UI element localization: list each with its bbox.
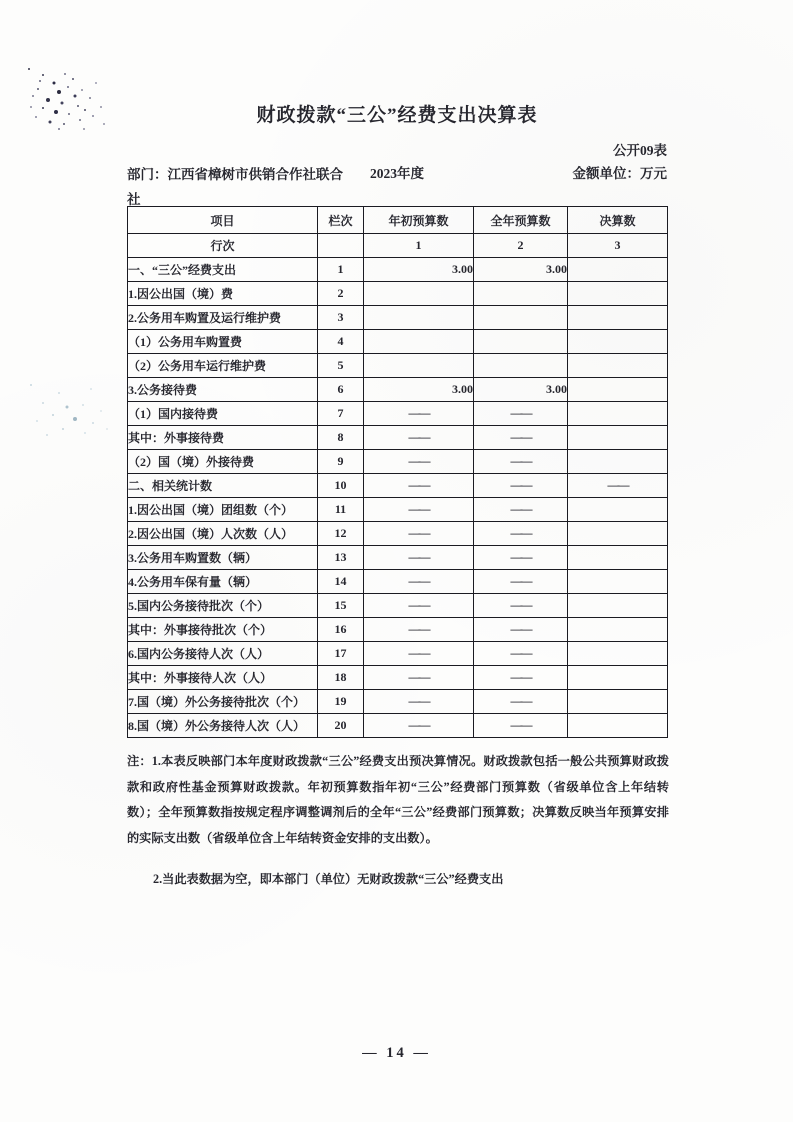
cell-final-account — [568, 570, 668, 594]
row-item-label: 6.国内公务接待人次（人） — [128, 642, 318, 666]
cell-initial-budget: —— — [364, 522, 474, 546]
cell-initial-budget: —— — [364, 714, 474, 738]
row-item-label: 5.国内公务接待批次（个） — [128, 594, 318, 618]
table-row — [128, 690, 668, 714]
notes-block — [127, 749, 669, 893]
note-1: 注：1.本表反映部门本年度财政拨款“三公”经费支出预决算情况。财政拨款包括一般公共预算财政拨款和政府性基金预算财政拨款。年初预算数指年初“三公”经费部门预算数（省级单位含上年结转数）；全年预算数指按规定程序调整调剂后的全年“三公”经费部门预算数；决算数反映当年预算安排的实际支出数（省级单位含上年结转资金安排的支出数）。 — [127, 754, 669, 845]
cell-final-account — [568, 354, 668, 378]
table-row — [128, 354, 668, 378]
department-label: 部门：江西省樟树市供销合作社联合社 — [127, 167, 343, 207]
cell-annual-budget: —— — [474, 474, 568, 498]
row-line-number: 18 — [318, 666, 364, 690]
table-row — [128, 618, 668, 642]
row-line-number: 11 — [318, 498, 364, 522]
row-line-number: 7 — [318, 402, 364, 426]
cell-initial-budget: 3.00 — [364, 258, 474, 282]
cell-final-account — [568, 378, 668, 402]
cell-final-account — [568, 258, 668, 282]
row-item-label: 其中：外事接待人次（人） — [128, 666, 318, 690]
cell-initial-budget: —— — [364, 426, 474, 450]
page-title: 财政拨款“三公”经费支出决算表 — [256, 105, 538, 126]
row-line-number: 9 — [318, 450, 364, 474]
row-line-number: 10 — [318, 474, 364, 498]
row-line-number: 13 — [318, 546, 364, 570]
cell-final-account: —— — [568, 474, 668, 498]
row-line-number: 2 — [318, 282, 364, 306]
col-header-annual-budget: 全年预算数 — [474, 207, 568, 234]
cell-annual-budget: —— — [474, 690, 568, 714]
subheader-lane-cell — [318, 234, 364, 258]
table-row — [128, 330, 668, 354]
scan-noise-top-left — [28, 68, 30, 70]
cell-initial-budget: —— — [364, 474, 474, 498]
row-line-number: 16 — [318, 618, 364, 642]
cell-final-account — [568, 690, 668, 714]
row-line-number: 19 — [318, 690, 364, 714]
row-line-number: 20 — [318, 714, 364, 738]
row-line-number: 3 — [318, 306, 364, 330]
subheader-col-2: 2 — [474, 234, 568, 258]
cell-final-account — [568, 498, 668, 522]
cell-annual-budget: —— — [474, 402, 568, 426]
table-row — [128, 714, 668, 738]
cell-annual-budget — [474, 354, 568, 378]
row-item-label: 二、相关统计数 — [128, 474, 318, 498]
row-line-number: 6 — [318, 378, 364, 402]
cell-final-account — [568, 618, 668, 642]
cell-initial-budget: —— — [364, 402, 474, 426]
cell-annual-budget — [474, 330, 568, 354]
cell-annual-budget: —— — [474, 594, 568, 618]
cell-initial-budget — [364, 282, 474, 306]
table-row — [128, 642, 668, 666]
cell-annual-budget: —— — [474, 546, 568, 570]
cell-final-account — [568, 402, 668, 426]
cell-initial-budget: 3.00 — [364, 378, 474, 402]
table-row — [128, 378, 668, 402]
row-line-number: 5 — [318, 354, 364, 378]
cell-initial-budget — [364, 306, 474, 330]
cell-annual-budget: —— — [474, 426, 568, 450]
cell-annual-budget: 3.00 — [474, 258, 568, 282]
row-line-number: 12 — [318, 522, 364, 546]
cell-annual-budget: —— — [474, 450, 568, 474]
row-line-number: 4 — [318, 330, 364, 354]
table-subheader-row — [128, 234, 668, 258]
cell-annual-budget: —— — [474, 618, 568, 642]
table-row — [128, 546, 668, 570]
subheader-line-label: 行次 — [128, 234, 318, 258]
cell-final-account — [568, 330, 668, 354]
cell-final-account — [568, 594, 668, 618]
cell-initial-budget: —— — [364, 690, 474, 714]
cell-annual-budget: —— — [474, 498, 568, 522]
table-row — [128, 498, 668, 522]
cell-initial-budget: —— — [364, 618, 474, 642]
form-code: 公开09表 — [613, 143, 667, 158]
row-item-label: 1.因公出国（境）费 — [128, 282, 318, 306]
row-item-label: 2.因公出国（境）人次数（人） — [128, 522, 318, 546]
cell-initial-budget — [364, 330, 474, 354]
cell-initial-budget: —— — [364, 594, 474, 618]
col-header-final-account: 决算数 — [568, 207, 668, 234]
table-row — [128, 258, 668, 282]
row-line-number: 8 — [318, 426, 364, 450]
row-item-label: 1.因公出国（境）团组数（个） — [128, 498, 318, 522]
table-row — [128, 306, 668, 330]
table-row — [128, 570, 668, 594]
cell-annual-budget — [474, 306, 568, 330]
note-2: 2.当此表数据为空，即本部门（单位）无财政拨款“三公”经费支出 — [153, 872, 504, 886]
cell-final-account — [568, 714, 668, 738]
cell-initial-budget: —— — [364, 570, 474, 594]
table-row — [128, 402, 668, 426]
cell-final-account — [568, 546, 668, 570]
table-row — [128, 474, 668, 498]
table-row — [128, 450, 668, 474]
table-header-row — [128, 207, 668, 234]
row-item-label: 4.公务用车保有量（辆） — [128, 570, 318, 594]
row-item-label: 3.公务接待费 — [128, 378, 318, 402]
table-row — [128, 594, 668, 618]
cell-annual-budget: —— — [474, 522, 568, 546]
fiscal-year: 2023年度 — [370, 166, 424, 181]
cell-final-account — [568, 642, 668, 666]
subheader-col-1: 1 — [364, 234, 474, 258]
table-row — [128, 426, 668, 450]
row-item-label: 3.公务用车购置数（辆） — [128, 546, 318, 570]
row-item-label: （1）国内接待费 — [128, 402, 318, 426]
row-item-label: 8.国（境）外公务接待人次（人） — [128, 714, 318, 738]
cell-final-account — [568, 450, 668, 474]
col-header-initial-budget: 年初预算数 — [364, 207, 474, 234]
page-number: — 14 — — [362, 1045, 431, 1061]
cell-annual-budget: 3.00 — [474, 378, 568, 402]
cell-initial-budget: —— — [364, 666, 474, 690]
row-item-label: （1）公务用车购置费 — [128, 330, 318, 354]
cell-final-account — [568, 306, 668, 330]
row-line-number: 14 — [318, 570, 364, 594]
col-header-lane: 栏次 — [318, 207, 364, 234]
scan-noise-left-margin — [30, 384, 32, 386]
cell-annual-budget — [474, 282, 568, 306]
row-item-label: 7.国（境）外公务接待批次（个） — [128, 690, 318, 714]
subheader-col-3: 3 — [568, 234, 668, 258]
cell-initial-budget — [364, 354, 474, 378]
table-row — [128, 282, 668, 306]
row-item-label: （2）国（境）外接待费 — [128, 450, 318, 474]
row-item-label: 其中：外事接待批次（个） — [128, 618, 318, 642]
cell-annual-budget: —— — [474, 642, 568, 666]
cell-final-account — [568, 666, 668, 690]
row-line-number: 17 — [318, 642, 364, 666]
cell-final-account — [568, 426, 668, 450]
row-item-label: 一、“三公”经费支出 — [128, 258, 318, 282]
expenditure-table — [127, 206, 668, 738]
row-item-label: 其中：外事接待费 — [128, 426, 318, 450]
cell-initial-budget: —— — [364, 546, 474, 570]
cell-annual-budget: —— — [474, 714, 568, 738]
row-line-number: 1 — [318, 258, 364, 282]
row-item-label: 2.公务用车购置及运行维护费 — [128, 306, 318, 330]
cell-initial-budget: —— — [364, 450, 474, 474]
cell-final-account — [568, 282, 668, 306]
cell-initial-budget: —— — [364, 498, 474, 522]
amount-unit: 金额单位：万元 — [572, 166, 667, 181]
cell-annual-budget: —— — [474, 570, 568, 594]
table-row — [128, 522, 668, 546]
cell-annual-budget: —— — [474, 666, 568, 690]
row-line-number: 15 — [318, 594, 364, 618]
table-row — [128, 666, 668, 690]
cell-initial-budget: —— — [364, 642, 474, 666]
row-item-label: （2）公务用车运行维护费 — [128, 354, 318, 378]
col-header-item: 项目 — [128, 207, 318, 234]
cell-final-account — [568, 522, 668, 546]
